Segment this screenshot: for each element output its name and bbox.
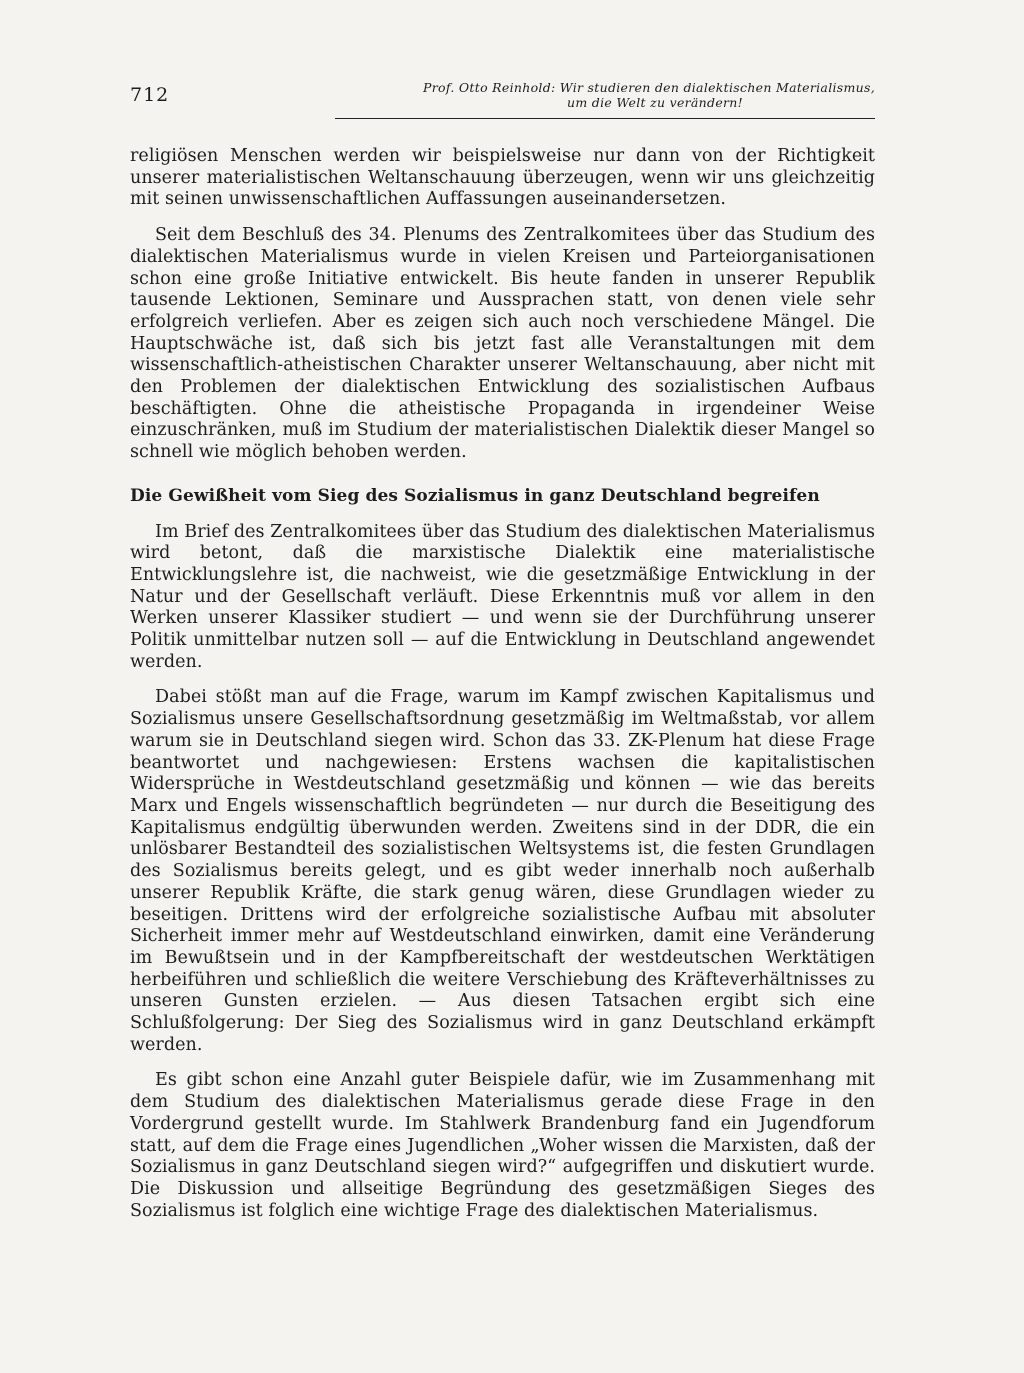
running-head [335, 80, 875, 110]
paragraph: Im Brief des Zentralkomitees über das Studium des dialektischen Materialismus wird betont, daß die marxistische Dialektik eine materialistische Entwicklungslehre ist, die nachweist, wie die gesetzmäßige Entwicklung in der Natur und der Gesellschaft verläuft. Diese Erkenntnis muß vor allem in den Werken unserer Klassiker studiert — und wenn sie der Durchführung unserer Politik unmittelbar nutzen soll — auf die Entwicklung in Deutschland angewendet werden. [130, 521, 875, 672]
paragraph: Dabei stößt man auf die Frage, warum im Kampf zwischen Kapitalismus und Sozialismus unsere Gesellschaftsordnung gesetzmäßig im Weltmaßstab, vor allem warum sie in Deutschland siegen wird. Schon das 33. ZK-Plenum hat diese Frage beantwortet und nachgewiesen: Erstens wachsen die kapitalistischen Widersprüche in Westdeutschland gesetzmäßig und können — wie das bereits Marx und Engels wissenschaftlich begründeten — nur durch die Beseitigung des Kapitalismus endgültig überwunden werden. Zweitens sind in der DDR, die ein unlösbarer Bestandteil des sozialistischen Weltsystems ist, die festen Grundlagen des Sozialismus bereits gelegt, und es gibt weder innerhalb noch außerhalb unserer Republik Kräfte, die stark genug wären, diese Grundlagen wieder zu beseitigen. Drittens wird der erfolgreiche sozialistische Aufbau mit absoluter Sicherheit immer mehr auf Westdeutschland einwirken, damit eine Veränderung im Bewußtsein und in der Kampfbereitschaft der westdeutschen Werktätigen herbeiführen und schließlich die weitere Verschiebung des Kräfteverhältnisses zu unseren Gunsten erzielen. — Aus diesen Tatsachen ergibt sich eine Schlußfolgerung: Der Sieg des Sozialismus wird in ganz Deutschland erkämpft werden. [130, 687, 875, 1055]
page-number: 712 [130, 84, 170, 106]
section-heading: Die Gewißheit vom Sieg des Sozialismus in ganz Deutschland begreifen [130, 485, 820, 506]
running-head-line1: Prof. Otto Reinhold: Wir studieren den dialektischen Materialismus, [423, 80, 875, 95]
paragraph: Es gibt schon eine Anzahl guter Beispiele dafür, wie im Zusammenhang mit dem Studium des dialektischen Materialismus gerade diese Frage in den Vordergrund gestellt wurde. Im Stahlwerk Brandenburg fand ein Jugendforum statt, auf dem die Frage eines Jugendlichen „Woher wissen die Marxisten, daß der Sozialismus in ganz Deutschland siegen wird?“ aufgegriffen und diskutiert wurde. Die Diskussion und allseitige Begründung des gesetzmäßigen Sieges des Sozialismus ist folglich eine wichtige Frage des dialektischen Materialismus. [130, 1070, 875, 1221]
header-rule [335, 118, 875, 119]
paragraph: Seit dem Beschluß des 34. Plenums des Zentralkomitees über das Studium des dialektischen Materialismus wurde in vielen Kreisen und Parteiorganisationen schon eine große Initiative entwickelt. Bis heute fanden in unserer Republik tausende Lektionen, Seminare und Aussprachen statt, von denen viele sehr erfolgreich verliefen. Aber es zeigen sich auch noch verschiedene Mängel. Die Hauptschwäche ist, daß sich bis jetzt fast alle Veranstaltungen mit dem wissenschaftlich-atheistischen Charakter unserer Weltanschauung, aber nicht mit den Problemen der dialektischen Entwicklung des sozialistischen Aufbaus beschäftigten. Ohne die atheistische Propaganda in irgendeiner Weise einzuschränken, muß im Studium der materialistischen Dialektik dieser Mangel so schnell wie möglich behoben werden. [130, 225, 875, 463]
running-head-line2: um die Welt zu verändern! [567, 95, 743, 110]
paragraph-continued: religiösen Menschen werden wir beispielsweise nur dann von der Richtigkeit unserer materialistischen Weltanschauung überzeugen, wenn wir uns gleichzeitig mit seinen unwissenschaftlichen Auffassungen auseinandersetzen. [130, 146, 875, 210]
body-text [130, 146, 875, 1222]
document-page [130, 80, 875, 1236]
page-header [130, 80, 875, 120]
